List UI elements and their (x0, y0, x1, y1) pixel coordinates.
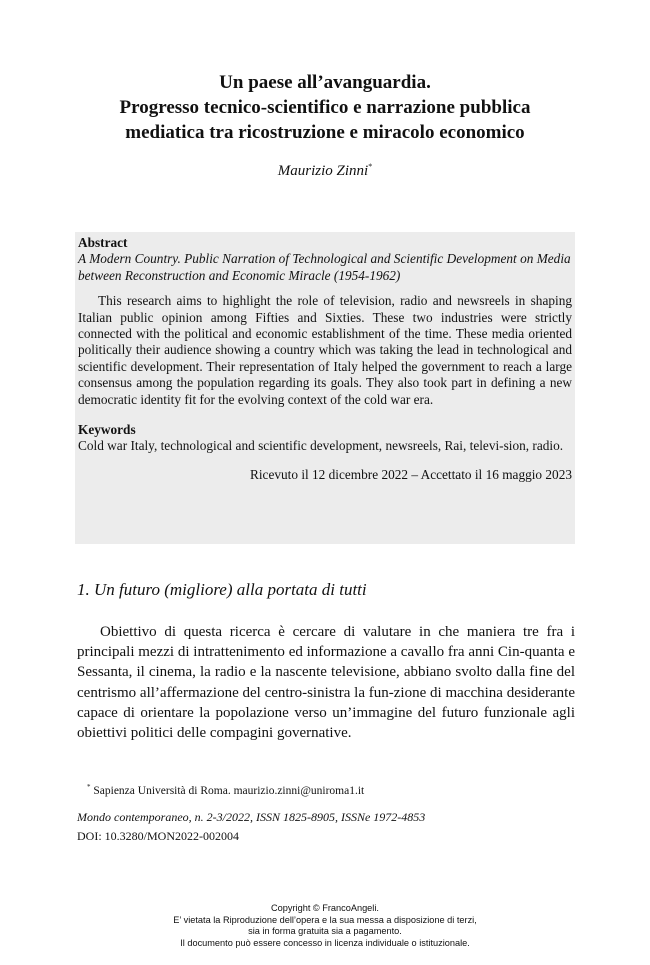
copyright-line: Copyright © FrancoAngeli. (271, 903, 379, 913)
body-paragraph: Obiettivo di questa ricerca è cercare di valutare in che maniera tre fra i principali mezzi di intrattenimento ed informazione a cavallo fra anni Cin-quanta e Sessanta, il cinema, la radio e la nascente televisione, abbiano svolto dalla fine del centrismo all’affermazione del centro-sinistra la fun-zione di macchina desiderante capace di orientare la popolazione verso un’immagine del futuro funzionale agli obiettivi politici delle compagini governative. (77, 624, 575, 742)
keywords-text: Cold war Italy, technological and scientific development, newsreels, Rai, televi-sion, radio. (78, 438, 564, 454)
abstract-text: This research aims to highlight the role of television, radio and newsreels in shaping Italian public opinion among Fifties and Sixties. These two industries were strictly connected with the political and economic establishment of the time. These media oriented politically their audience showing a country which was taking the lead in technological and scientific development. Their representation of Italy helped the government to reach a large consensus among the population regarding its goals. They also took part in defining a new democratic identity fit for the evolving context of the cold war era. (78, 293, 572, 407)
author-footnote-mark: * (368, 162, 373, 171)
author-affiliation-footnote (87, 783, 364, 797)
copyright-notice (0, 903, 650, 949)
abstract-english-title: A Modern Country. Public Narration of Technological and Scientific Development on Media between Reconstruction and Economic Miracle (1954-1962) (78, 251, 571, 283)
abstract-box (75, 232, 575, 544)
abstract-heading: Abstract (78, 235, 128, 250)
received-accepted-dates: Ricevuto il 12 dicembre 2022 – Accettato il 16 maggio 2023 (249, 466, 572, 482)
title-line: Progresso tecnico-scientifico e narrazione pubblica (119, 97, 531, 118)
copyright-line: E’ vietata la Riproduzione dell’opera e la sua messa a disposizione di terzi, (173, 914, 477, 925)
article-title (0, 70, 650, 145)
section-heading: 1. Un futuro (migliore) alla portata di tutti (77, 580, 367, 599)
journal-citation: Mondo contemporaneo, n. 2-3/2022, ISSN 1825-8905, ISSNe 1972-4853 (77, 810, 426, 824)
keywords-heading: Keywords (78, 422, 136, 438)
footnote-text: Sapienza Università di Roma. maurizio.zinni@uniroma1.it (93, 784, 365, 797)
author-name: Maurizio Zinni (277, 163, 369, 179)
footnote-mark: * (87, 783, 91, 791)
doi: DOI: 10.3280/MON2022-002004 (77, 829, 239, 843)
copyright-line: sia in forma gratuita sia a pagamento. (248, 926, 402, 937)
author-byline (0, 162, 650, 180)
title-line: mediatica tra ricostruzione e miracolo economico (125, 122, 525, 143)
copyright-line: Il documento può essere concesso in licenza individuale o istituzionale. (180, 937, 470, 948)
title-line: Un paese all’avanguardia. (219, 72, 431, 93)
